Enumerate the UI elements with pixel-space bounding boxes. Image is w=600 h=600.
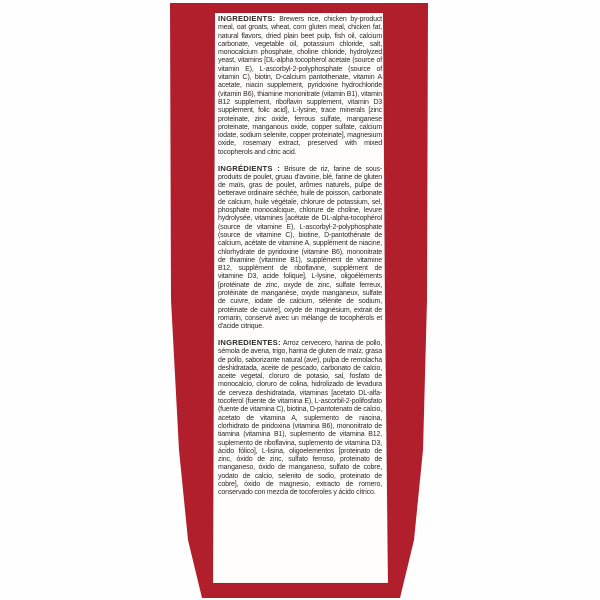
ingredients-section-es: [218, 339, 382, 498]
ingredients-fr-heading: INGRÉDIENTS :: [218, 163, 281, 173]
ingredients-section-fr: [218, 165, 382, 332]
ingredients-section-en: [218, 15, 382, 157]
ingredients-panel: [218, 15, 382, 505]
ingredients-es-heading: INGREDIENTES:: [218, 337, 281, 347]
ingredients-fr-body: Brisure de riz, farine de sous-produits de poulet, gruau d'avoine, blé, farine de gluten de maïs, gras de poulet, arômes naturels, pulpe de betterave ordinaire séchée, huile de poisson, carbonate de calcium, huile végétale, chlorure de potassium, sel, phosphate monocalcique, chlorure de choline, levure hydrolysée, vitamines [acétate de DL-alpha-tocophérol (source de vitamine E), L-ascorbyl-2-polyphosphate (source de vitamine C), biotine, D-pantothénate de calcium, acétate de vitamine A, supplément de niacine, chlorhydrate de pyridoxine (vitamine B6), mononitrate de thiamine (vitamine B1), supplément de vitamine B12, supplément de riboflavine, supplément de vitamine D3, acide folique], L-lysine, oligoéléments [protéinate de zinc, oxyde de zinc, sulfate ferreux, protéinate de manganèse, oxyde manganeux, sulfate de cuivre, iodate de calcium, sélénite de sodium, protéinate de cuivre], oxyde de magnésium, extrait de romarin, conservé avec un mélange de tocophérols et d'acide citrique.: [218, 165, 383, 331]
ingredients-es-body: Arroz cervecero, harina de pollo, sémola de avena, trigo, harina de gluten de maíz, grasa de pollo, saborizante natural (ave), pulpa de remolacha deshidratada, aceite de pescado, carbonato de calcio, aceite vegetal, cloruro de potasio, sal, fosfato de monocalcio, cloruro de colina, hidrolizado de levadura de cerveza deshidratada, vitaminas [acetato DL-alfa-tocoferol (fuente de vitamina E), L-ascorbil-2-polifosfato (fuente de vitamina C), biotina, D-pantotenato de calcio, acetato de vitamina A, suplemento de niacina, clorhidrato de piridoxina (vitamina B6), mononitrato de tiamina (vitamina B1), suplemento de vitamina B12, suplemento de riboflavina, suplemento de vitamina D3, ácido fólico], L-lisina, oligoelementos [proteinato de zinc, óxido de zinc, sulfato ferroso, proteinato de manganeso, óxido de manganeso, sulfato de cobre, yodato de calcio, selenito de sodio, proteinato de cobre], óxido de magnesio, extracto de romero, conservado con mezcla de tocoferoles y ácido cítrico.: [218, 339, 383, 497]
ingredients-en-body: Brewers rice, chicken by-product meal, oat groats, wheat, corn gluten meal, chicken fat, natural flavors, dried plain beet pulp, fish oil, calcium carbonate, vegetable oil, potassium chloride, salt, monocalcium phosphate, choline chloride, hydrolyzed yeast, vitamins [DL-alpha tocopherol acetate (source of vitamin E), L-ascorbyl-2-polyphosphate (source of vitamin C), biotin, D-calcium pantothenate, vitamin A acetate, niacin supplement, pyridoxine hydrochloride (vitamin B6), thiamine mononitrate (vitamin B1), vitamin B12 supplement, riboflavin supplement, vitamin D3 supplement, folic acid], L-lysine, trace minerals [zinc proteinate, zinc oxide, ferrous sulfate, manganese proteinate, manganous oxide, copper sulfate, calcium iodate, sodium selenite, copper proteinate], magnesium oxide, rosemary extract, preserved with mixed tocopherols and citric acid.: [218, 16, 382, 156]
ingredients-en-heading: INGREDIENTS:: [218, 14, 276, 23]
